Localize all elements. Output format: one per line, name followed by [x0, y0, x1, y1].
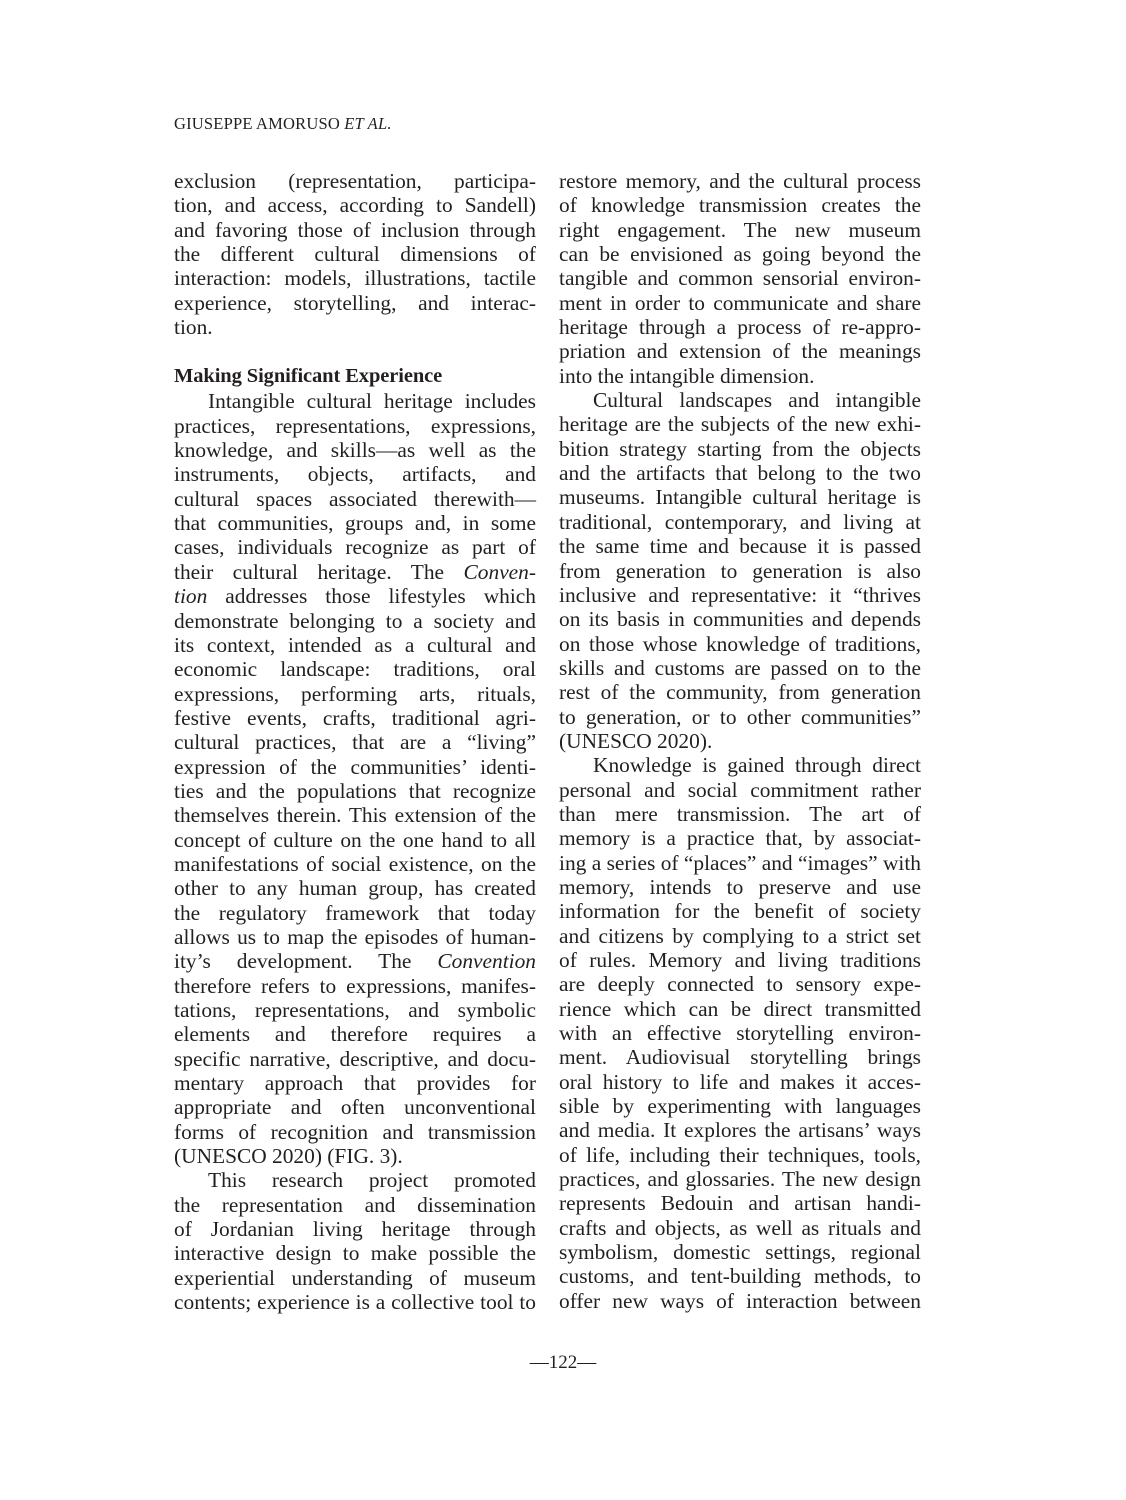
- text-line: skills and customs are passed on to the: [559, 655, 921, 680]
- text-line: of life, including their techniques, tools,: [559, 1142, 921, 1167]
- text-line: Knowledge is gained through direct: [593, 753, 921, 778]
- text-line: expression of the communities’ identi-: [174, 754, 536, 779]
- text-line: elements and therefore requires a: [174, 1022, 536, 1047]
- text-line: (UNESCO 2020).: [559, 728, 713, 753]
- text-line: allows us to map the episodes of human-: [174, 924, 536, 949]
- text-line: and media. It explores the artisans’ ways: [559, 1118, 921, 1143]
- text-line: forms of recognition and transmission: [174, 1119, 536, 1144]
- paragraph-gap: [174, 339, 536, 363]
- text-line: ment in order to communicate and share: [559, 290, 921, 315]
- text-line: inclusive and representative: it “thrives: [559, 582, 921, 607]
- text-line: on those whose knowledge of traditions,: [559, 631, 921, 656]
- paragraph-restore-memory: [559, 169, 921, 388]
- text-line: and citizens by complying to a strict set: [559, 923, 921, 948]
- text-line: traditional, contemporary, and living at: [559, 509, 921, 534]
- text-line: priation and extension of the meanings: [559, 339, 921, 364]
- text-line: economic landscape: traditions, oral: [174, 657, 536, 682]
- text-line: [174, 560, 536, 584]
- paragraph-research-project: [174, 1168, 536, 1314]
- text-line: Intangible cultural heritage includes: [208, 389, 536, 414]
- text-line: tion.: [174, 315, 213, 340]
- text-line: exclusion (representation, participa-: [174, 169, 536, 193]
- text-line: the representation and dissemination: [174, 1192, 536, 1217]
- text-line: therefore refers to expressions, manifes-: [174, 973, 536, 998]
- paragraph-exclusion: [174, 169, 536, 339]
- text-line: (UNESCO 2020) (FIG. 3).: [174, 1144, 403, 1169]
- text-line: Cultural landscapes and intangible: [593, 388, 921, 413]
- text-line: offer new ways of interaction between: [559, 1288, 921, 1313]
- text-line: than mere transmission. The art of: [559, 801, 921, 826]
- text-line: practices, representations, expressions,: [174, 413, 536, 438]
- left-column: [174, 169, 536, 1314]
- text-line: practices, and glossaries. The new design: [559, 1167, 921, 1192]
- text-line: memory is a practice that, by associat-: [559, 826, 921, 851]
- text-line: its context, intended as a cultural and: [174, 632, 536, 657]
- running-head-etal: ET AL.: [344, 114, 392, 133]
- paragraph-knowledge: [559, 753, 921, 1313]
- text-line: sible by experimenting with languages: [559, 1094, 921, 1119]
- text-line: ing a series of “places” and “images” with: [559, 850, 921, 875]
- text-line: museums. Intangible cultural heritage is: [559, 485, 921, 510]
- paragraph-intangible-heritage: [174, 389, 536, 1168]
- text-line: heritage through a process of re-appro-: [559, 315, 921, 340]
- paragraph-cultural-landscapes: [559, 388, 921, 753]
- running-head: [174, 114, 392, 134]
- text-line: festive events, crafts, traditional agri-: [174, 705, 536, 730]
- text-line: experience, storytelling, and interac-: [174, 290, 536, 315]
- text-line: oral history to life and makes it acces-: [559, 1069, 921, 1094]
- text-line: demonstrate belonging to a society and: [174, 608, 536, 633]
- running-head-author: GIUSEPPE AMORUSO: [174, 114, 340, 133]
- text-line: can be envisioned as going beyond the: [559, 242, 921, 267]
- text-line: bition strategy starting from the objects: [559, 436, 921, 461]
- text-line: experiential understanding of museum: [174, 1265, 536, 1290]
- text-line: appropriate and often unconventional: [174, 1095, 536, 1120]
- text-line: ties and the populations that recognize: [174, 778, 536, 803]
- text-line: cultural spaces associated therewith—: [174, 486, 536, 511]
- text-line: manifestations of social existence, on the: [174, 851, 536, 876]
- italic-term-convention: Convention: [437, 949, 536, 974]
- text-line: are deeply connected to sensory expe-: [559, 972, 921, 997]
- text-line: expressions, performing arts, rituals,: [174, 681, 536, 706]
- text-run: their cultural heritage. The: [174, 559, 464, 584]
- text-line: personal and social commitment rather: [559, 777, 921, 802]
- text-line: heritage are the subjects of the new exhi-: [559, 412, 921, 437]
- right-column: [559, 169, 921, 1313]
- text-line: of rules. Memory and living traditions: [559, 948, 921, 972]
- text-line: specific narrative, descriptive, and docu-: [174, 1046, 536, 1071]
- text-line: of Jordanian living heritage through: [174, 1217, 536, 1242]
- text-line: information for the benefit of society: [559, 899, 921, 924]
- text-line: knowledge, and skills—as well as the: [174, 438, 536, 463]
- italic-term-convention: tion: [174, 584, 208, 609]
- text-line: other to any human group, has created: [174, 876, 536, 901]
- text-line: instruments, objects, artifacts, and: [174, 462, 536, 487]
- text-line: the different cultural dimensions of: [174, 242, 536, 267]
- text-line: customs, and tent-building methods, to: [559, 1264, 921, 1289]
- text-line: and favoring those of inclusion through: [174, 217, 536, 242]
- text-line: the same time and because it is passed: [559, 534, 921, 559]
- text-line: rest of the community, from generation: [559, 680, 921, 705]
- text-line: to generation, or to other communities”: [559, 704, 921, 729]
- text-line: crafts and objects, as well as rituals and: [559, 1215, 921, 1240]
- text-line: themselves therein. This extension of the: [174, 803, 536, 828]
- text-line: [174, 949, 536, 973]
- text-line: represents Bedouin and artisan handi-: [559, 1191, 921, 1216]
- text-line: contents; experience is a collective tool to: [174, 1290, 536, 1315]
- text-line: right engagement. The new museum: [559, 217, 921, 242]
- text-line: into the intangible dimension.: [559, 363, 815, 388]
- text-line: memory, intends to preserve and use: [559, 874, 921, 899]
- text-line: mentary approach that provides for: [174, 1071, 536, 1096]
- text-run: ity’s development. The: [174, 949, 438, 974]
- text-line: ment. Audiovisual storytelling brings: [559, 1045, 921, 1070]
- text-line: tations, representations, and symbolic: [174, 998, 536, 1022]
- section-heading: Making Significant Experience: [174, 365, 443, 388]
- text-line: tion, and access, according to Sandell): [174, 193, 536, 218]
- text-line: with an effective storytelling environ-: [559, 1021, 921, 1046]
- text-line: rience which can be direct transmitted: [559, 996, 921, 1021]
- text-line: interactive design to make possible the: [174, 1241, 536, 1266]
- page-number: —122—: [529, 1352, 597, 1373]
- text-line: interaction: models, illustrations, tactile: [174, 266, 536, 291]
- text-line: on its basis in communities and depends: [559, 607, 921, 632]
- text-line: cases, individuals recognize as part of: [174, 535, 536, 560]
- text-line: concept of culture on the one hand to all: [174, 827, 536, 852]
- text-line: from generation to generation is also: [559, 558, 921, 583]
- text-line: cultural practices, that are a “living”: [174, 730, 536, 755]
- text-run: addresses those lifestyles which: [207, 584, 536, 609]
- text-line: and the artifacts that belong to the two: [559, 461, 921, 486]
- text-line: This research project promoted: [208, 1168, 536, 1193]
- text-line: of knowledge transmission creates the: [559, 193, 921, 218]
- text-line: the regulatory framework that today: [174, 900, 536, 925]
- text-line: that communities, groups and, in some: [174, 511, 536, 536]
- text-line: [174, 584, 536, 608]
- text-line: symbolism, domestic settings, regional: [559, 1240, 921, 1265]
- text-line: restore memory, and the cultural process: [559, 169, 921, 193]
- italic-term-convention: Conven-: [463, 559, 536, 584]
- text-line: tangible and common sensorial environ-: [559, 266, 921, 291]
